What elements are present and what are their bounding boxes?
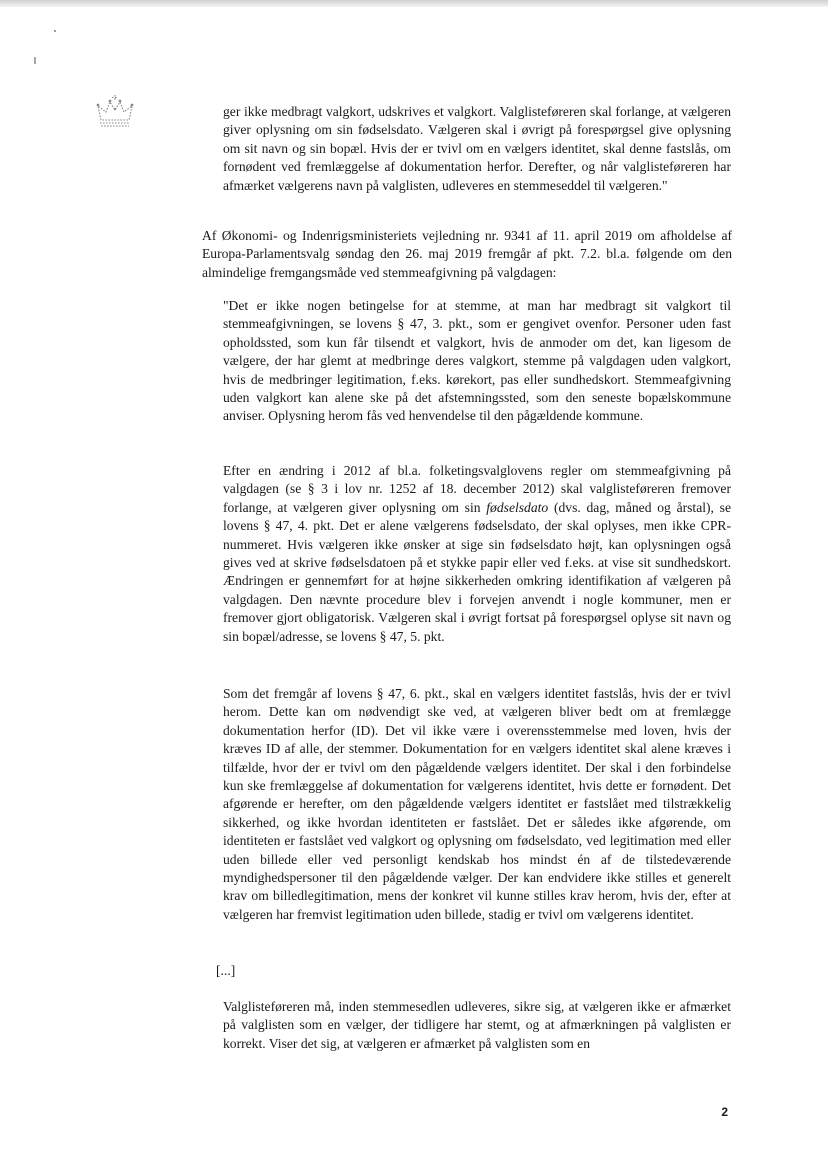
quoted-paragraph-continuation: ger ikke medbragt valgkort, udskrives et valgkort. Valglisteføreren skal forlange, at vælgeren giver oplysning om sin fødselsdato. Vælgeren skal i øvrigt på forespørgsel give oplysning om sit navn og sin bopæl. Hvis der er tvivl om en vælgers identitet, skal denne fastslås, om fornødent ved fremlæggelse af dokumentation herfor. Derefter, og når valglisteføreren har afmærket vælgerens navn på valglisten, udleveres en stemmeseddel til vælgeren." xyxy=(223,104,731,193)
paragraph-text-after: (dvs. dag, måned og årstal), se lovens § 47, 4. pkt. Det er alene vælgerens fødselsdato, der skal oplyses, men ikke CPR-nummeret. Hvis vælgeren ikke ønsker at sige sin fødselsdato højt, kan oplysningen også gives ved at skrive fødselsdatoen på et stykke papir eller ved f.eks. at vise sit sundhedskort. Ændringen er gennemført for at højne sikkerheden omkring identifikation af vælgeren på valgdagen. Den nævnte procedure blev i forvejen anvendt i nogle kommuner, men er fremover gjort obligatorisk. Vælgeren skal i øvrigt fortsat på forespørgsel oplyse sit navn og sin bopæl/adresse, se lovens § 47, 5. pkt. xyxy=(223,499,731,644)
scan-edge xyxy=(0,0,828,7)
quoted-guidance-paragraph-2 xyxy=(223,462,731,646)
page-number: 2 xyxy=(721,1105,728,1119)
scan-mark xyxy=(34,57,36,64)
omission-marker: [...] xyxy=(216,963,236,978)
emphasized-term: fødselsdato xyxy=(486,499,549,515)
guidance-reference-paragraph: Af Økonomi- og Indenrigsministeriets vejledning nr. 9341 af 11. april 2019 om afholdelse af Europa-Parlamentsvalg søndag den 26. maj 2019 fremgår af pkt. 7.2. bl.a. følgende om den almindelige fremgangsmåde ved stemmeafgivning på valgdagen: xyxy=(202,228,732,280)
scan-speck xyxy=(54,30,56,32)
quoted-guidance-paragraph-4: Valglisteføreren må, inden stemmesedlen udleveres, sikre sig, at vælgeren ikke er afmærket på valglisten som en vælger, der tidligere har stemt, og at afmærkningen på valglisten er korrekt. Viser det sig, at vælgeren er afmærket på valglisten som en xyxy=(223,999,731,1051)
crown-emblem-icon xyxy=(95,94,135,128)
paragraph-text-before: Efter en ændring i 2012 af bl.a. folketingsvalglovens regler om stemmeafgivning på valgdagen (se § 3 i lov nr. 1252 af 18. december 2012) skal valglisteføreren fremover forlange, at vælgeren giver oplysning om sin xyxy=(223,463,731,515)
quoted-guidance-paragraph-1: "Det er ikke nogen betingelse for at stemme, at man har medbragt sit valgkort til stemmeafgivningen, se lovens § 47, 3. pkt., som er gengivet ovenfor. Personer uden fast opholdssted, som kun får tilsendt et valgkort, hvis de anmoder om det, kan ligesom de vælgere, der har glemt at medbringe deres valgkort, stemme på valgdagen uden valgkort, hvis de medbringer legitimation, f.eks. kørekort, pas eller sundhedskort. Stemmeafgivning uden valgkort kan alene ske på det afstemningssted, som den seneste bopælskommune anviser. Oplysning herom fås ved henvendelse til den pågældende kommune. xyxy=(223,298,731,424)
quoted-guidance-paragraph-3: Som det fremgår af lovens § 47, 6. pkt., skal en vælgers identitet fastslås, hvis der er tvivl herom. Dette kan om nødvendigt ske ved, at vælgeren bliver bedt om at fremlægge dokumentation herfor (ID). Det vil ikke være i overensstemmelse med loven, hvis der kræves ID af alle, der stemmer. Dokumentation for en vælgers identitet skal alene kræves i tilfælde, hvor der er tvivl om den pågældende vælgers identitet. Der skal i den forbindelse kun ske fremlæggelse af dokumentation for vælgerens identitet, hvis dette er fornødent. Det afgørende er herefter, om den pågældende vælgers identitet er fastslået med tilstrækkelig sikkerhed, og ikke hvordan identiteten er fastslået. Det er således ikke afgørende, om identiteten er fastslået ved valgkort og oplysning om fødselsdato, ved legitimation med eller uden billede eller ved personligt kendskab hos mindst én af de tilstedeværende myndighedspersoner til den pågældende vælger. Der kan endvidere ikke stilles et generelt krav om billedlegitimation, mens der konkret vil kunne stilles krav herom, hvis der, efter at vælgeren har fremvist legitimation uden billede, stadig er tvivl om vælgerens identitet. xyxy=(223,686,731,922)
